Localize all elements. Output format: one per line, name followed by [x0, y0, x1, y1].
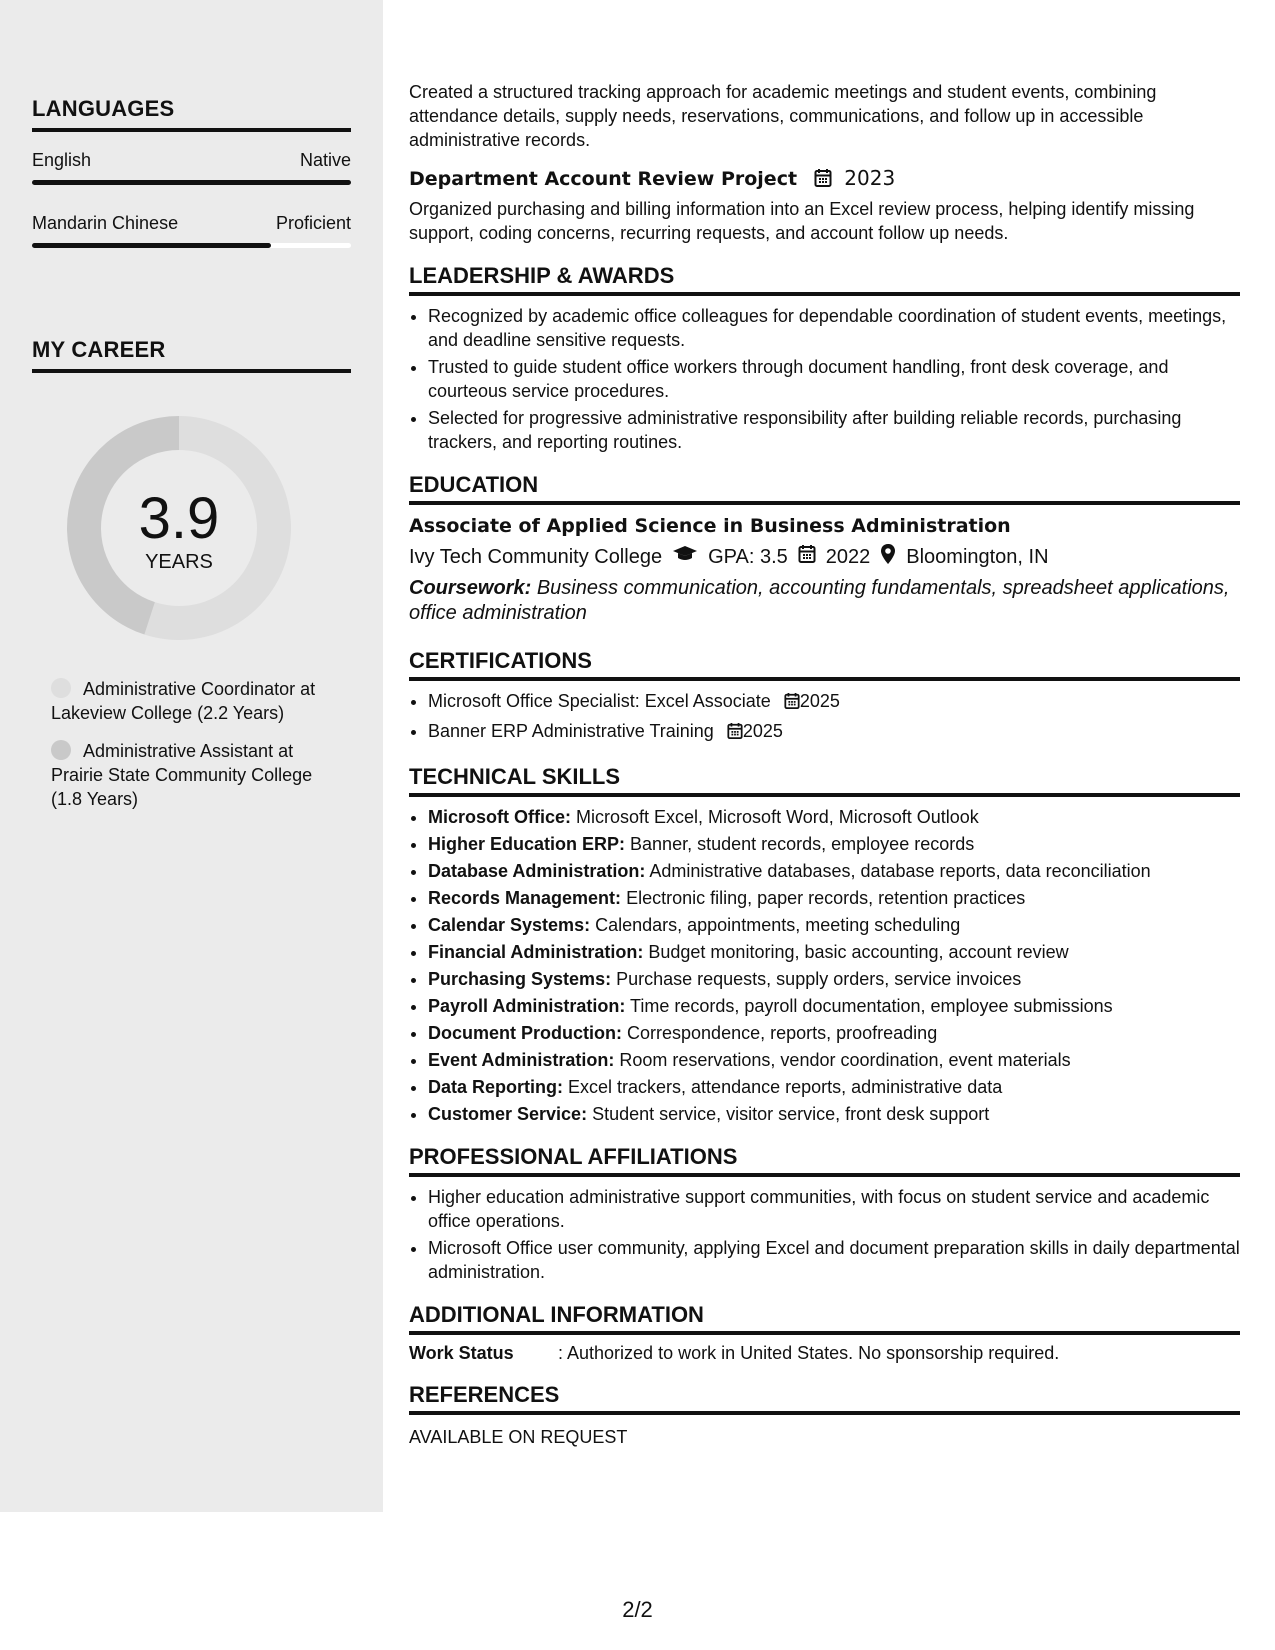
career-total-unit: YEARS: [145, 551, 213, 573]
main-content: [409, 80, 1240, 1449]
gpa: GPA: 3.5: [708, 545, 788, 568]
skill-label: Customer Service:: [428, 1104, 588, 1124]
certification-name: Microsoft Office Specialist: Excel Associate: [428, 691, 771, 711]
career-total-value: 3.9: [138, 486, 220, 551]
language-item: [32, 150, 351, 185]
school-name: Ivy Tech Community College: [409, 545, 663, 568]
skill-label: Calendar Systems:: [428, 915, 591, 935]
skill-value: Correspondence, reports, proofreading: [627, 1023, 938, 1043]
list-item: [428, 719, 1240, 746]
coursework-label: Coursework:: [409, 577, 532, 599]
language-item: [32, 213, 351, 248]
skill-value: Excel trackers, attendance reports, administrative data: [568, 1077, 1003, 1097]
skill-item: [428, 859, 1240, 883]
language-name: English: [32, 150, 92, 170]
language-proficiency-bar: [32, 180, 351, 185]
skill-item: [428, 805, 1240, 829]
calendar-icon: [784, 692, 800, 716]
list-item: • Trusted to guide student office workers through document handling, front desk coverage, and courteous service procedures.: [428, 355, 1240, 403]
skill-label: Data Reporting:: [428, 1077, 563, 1097]
skill-item: [428, 832, 1240, 856]
skill-label: Database Administration:: [428, 861, 646, 881]
calendar-icon: [798, 544, 816, 570]
certification-year: 2025: [742, 721, 783, 741]
language-name: Mandarin Chinese: [32, 213, 179, 233]
language-proficiency-bar: [32, 243, 351, 248]
certification-year: 2025: [799, 691, 840, 711]
skill-label: Purchasing Systems:: [428, 969, 612, 989]
sidebar: [0, 0, 383, 1512]
skill-label: Financial Administration:: [428, 942, 644, 962]
skill-label: Higher Education ERP:: [428, 834, 626, 854]
degree-title: Associate of Applied Science in Business Administration: [409, 515, 1011, 537]
work-status-row: [409, 1343, 1240, 1364]
skill-item: [428, 1102, 1240, 1126]
list-item: • Selected for progressive administrative responsibility after building reliable records, purchasing trackers, and reporting routines.: [428, 406, 1240, 454]
list-item: • Recognized by academic office colleagues for dependable coordination of student events, meetings, and deadline sensitive requests.: [428, 304, 1240, 352]
language-level: Proficient: [275, 213, 351, 233]
experience-description: Created a structured tracking approach for academic meetings and student events, combining attendance details, supply needs, reservations, communications, and follow up in accessible administrative records.: [409, 82, 1157, 150]
skill-label: Payroll Administration:: [428, 996, 626, 1016]
career-heading: MY CAREER: [32, 337, 351, 373]
certifications-heading: CERTIFICATIONS: [409, 648, 1240, 681]
project-year: 2023: [844, 166, 896, 190]
list-item: • Higher education administrative support communities, with focus on student service and academic office operations.: [428, 1185, 1240, 1233]
skill-value: Administrative databases, database reports, data reconciliation: [649, 861, 1151, 881]
skill-value: Student service, visitor service, front desk support: [592, 1104, 990, 1124]
skill-item: [428, 886, 1240, 910]
references-text: AVAILABLE ON REQUEST: [409, 1427, 628, 1447]
calendar-icon: [814, 168, 832, 193]
career-section: [32, 337, 351, 373]
skill-value: Budget monitoring, basic accounting, account review: [648, 942, 1069, 962]
skill-item: [428, 1048, 1240, 1072]
education-heading: EDUCATION: [409, 472, 1240, 505]
leadership-heading: LEADERSHIP & AWARDS: [409, 263, 1240, 296]
graduation-year: 2022: [825, 545, 871, 568]
language-proficiency-fill: [32, 180, 351, 185]
list-item: • Microsoft Office user community, applying Excel and document preparation skills in daily departmental administration.: [428, 1236, 1240, 1284]
career-item-text: Administrative Coordinator at Lakeview College (2.2 Years): [51, 679, 316, 723]
skill-value: Microsoft Excel, Microsoft Word, Microsoft Outlook: [576, 807, 979, 827]
certification-name: Banner ERP Administrative Training: [428, 721, 714, 741]
career-donut-chart: [59, 408, 299, 648]
calendar-icon: [727, 722, 743, 746]
languages-heading: LANGUAGES: [32, 96, 351, 132]
career-legend-dot: [51, 678, 71, 698]
career-item: [51, 739, 331, 811]
language-level: Native: [299, 150, 351, 170]
skill-item: [428, 940, 1240, 964]
education-location: Bloomington, IN: [906, 545, 1049, 568]
leadership-list: [409, 304, 1240, 454]
references-heading: REFERENCES: [409, 1382, 1240, 1415]
languages-section: [32, 96, 351, 248]
career-item: [51, 677, 331, 725]
additional-info-heading: ADDITIONAL INFORMATION: [409, 1302, 1240, 1335]
work-status-label: Work Status: [409, 1343, 514, 1363]
project-title: [409, 166, 1240, 193]
project-name: Department Account Review Project: [409, 168, 798, 190]
skill-label: Event Administration:: [428, 1050, 615, 1070]
location-pin-icon: [880, 543, 896, 571]
affiliations-list: [409, 1185, 1240, 1284]
language-proficiency-fill: [32, 243, 271, 248]
career-legend-dot: [51, 740, 71, 760]
skill-item: [428, 913, 1240, 937]
work-status-value: : Authorized to work in United States. No sponsorship required.: [558, 1343, 1060, 1363]
skills-list: [409, 805, 1240, 1126]
certifications-list: [409, 689, 1240, 746]
skill-value: Room reservations, vendor coordination, event materials: [619, 1050, 1071, 1070]
skill-value: Calendars, appointments, meeting scheduling: [595, 915, 961, 935]
skill-value: Time records, payroll documentation, employee submissions: [630, 996, 1113, 1016]
coursework-text: Business communication, accounting fundamentals, spreadsheet applications, office administration: [409, 577, 1230, 624]
skill-item: [428, 967, 1240, 991]
graduation-cap-icon: [672, 545, 698, 569]
skill-value: Banner, student records, employee records: [630, 834, 975, 854]
skill-item: [428, 1021, 1240, 1045]
skill-item: [428, 1075, 1240, 1099]
skills-heading: TECHNICAL SKILLS: [409, 764, 1240, 797]
project-description: Organized purchasing and billing information into an Excel review process, helping identify missing support, coding concerns, recurring requests, and account follow up needs.: [409, 199, 1195, 243]
skill-value: Electronic filing, paper records, retention practices: [626, 888, 1026, 908]
career-item-text: Administrative Assistant at Prairie State Community College (1.8 Years): [51, 741, 313, 809]
skill-value: Purchase requests, supply orders, service invoices: [616, 969, 1022, 989]
skill-label: Document Production:: [428, 1023, 622, 1043]
education-details: [409, 543, 1240, 571]
skill-item: [428, 994, 1240, 1018]
skill-label: Microsoft Office:: [428, 807, 572, 827]
skill-label: Records Management:: [428, 888, 622, 908]
list-item: [428, 689, 1240, 716]
page-number: 2/2: [622, 1597, 653, 1622]
coursework: [409, 576, 1240, 626]
affiliations-heading: PROFESSIONAL AFFILIATIONS: [409, 1144, 1240, 1177]
